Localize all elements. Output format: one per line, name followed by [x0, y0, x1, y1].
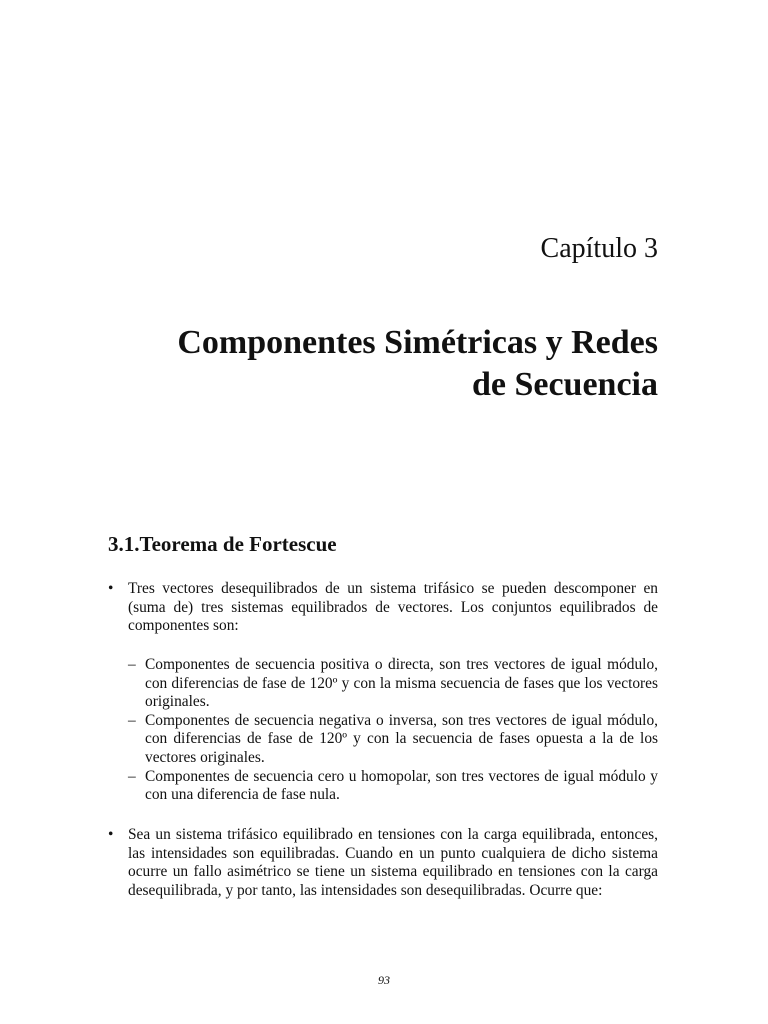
section-heading: 3.1.Teorema de Fortescue — [108, 532, 337, 556]
page-number: 93 — [378, 973, 390, 987]
bullet-marker: • — [108, 826, 114, 843]
dash-marker: – — [128, 656, 136, 673]
dash-marker: – — [128, 767, 136, 785]
sub-list — [128, 656, 658, 805]
bullet-text: Tres vectores desequilibrados de un sistema trifásico se pueden descomponer en (suma de) tres sistemas equilibrados de vectores. Los conjuntos equilibrados de componentes son: — [128, 580, 658, 635]
sub-list-item — [128, 712, 658, 768]
bullet-marker: • — [108, 580, 114, 597]
sub-list-item-text: Componentes de secuencia negativa o inversa, son tres vectores de igual módulo, con diferencias de fase de 120º y con la secuencia de fases opuesta a la de los vectores originales. — [145, 711, 658, 766]
sub-list-item-text: Componentes de secuencia cero u homopolar, son tres vectores de igual módulo y con una diferencia de fase nula. — [145, 767, 658, 804]
chapter-label: Capítulo 3 — [540, 233, 658, 264]
bullet-item — [108, 580, 658, 636]
bullet-item — [108, 826, 658, 900]
dash-marker: – — [128, 711, 136, 729]
chapter-title-line-2: de Secuencia — [471, 366, 658, 403]
sub-list-item-text: Componentes de secuencia positiva o directa, son tres vectores de igual módulo, con diferencias de fase de 120º y con la misma secuencia de fases que los vectores originales. — [145, 656, 658, 711]
sub-list-item — [128, 656, 658, 712]
bullet-text: Sea un sistema trifásico equilibrado en tensiones con la carga equilibrada, entonces, las intensidades son equilibradas. Cuando en un punto cualquiera de dicho sistema ocurre un fallo asimétrico se tiene un sistema equilibrado en tensiones con la carga desequilibrada, y por tanto, las intensidades son desequilibradas. Ocurre que: — [128, 826, 658, 899]
chapter-title-line-1: Componentes Simétricas y Redes — [177, 324, 658, 361]
sub-list-item — [128, 768, 658, 805]
chapter-title — [98, 322, 658, 406]
